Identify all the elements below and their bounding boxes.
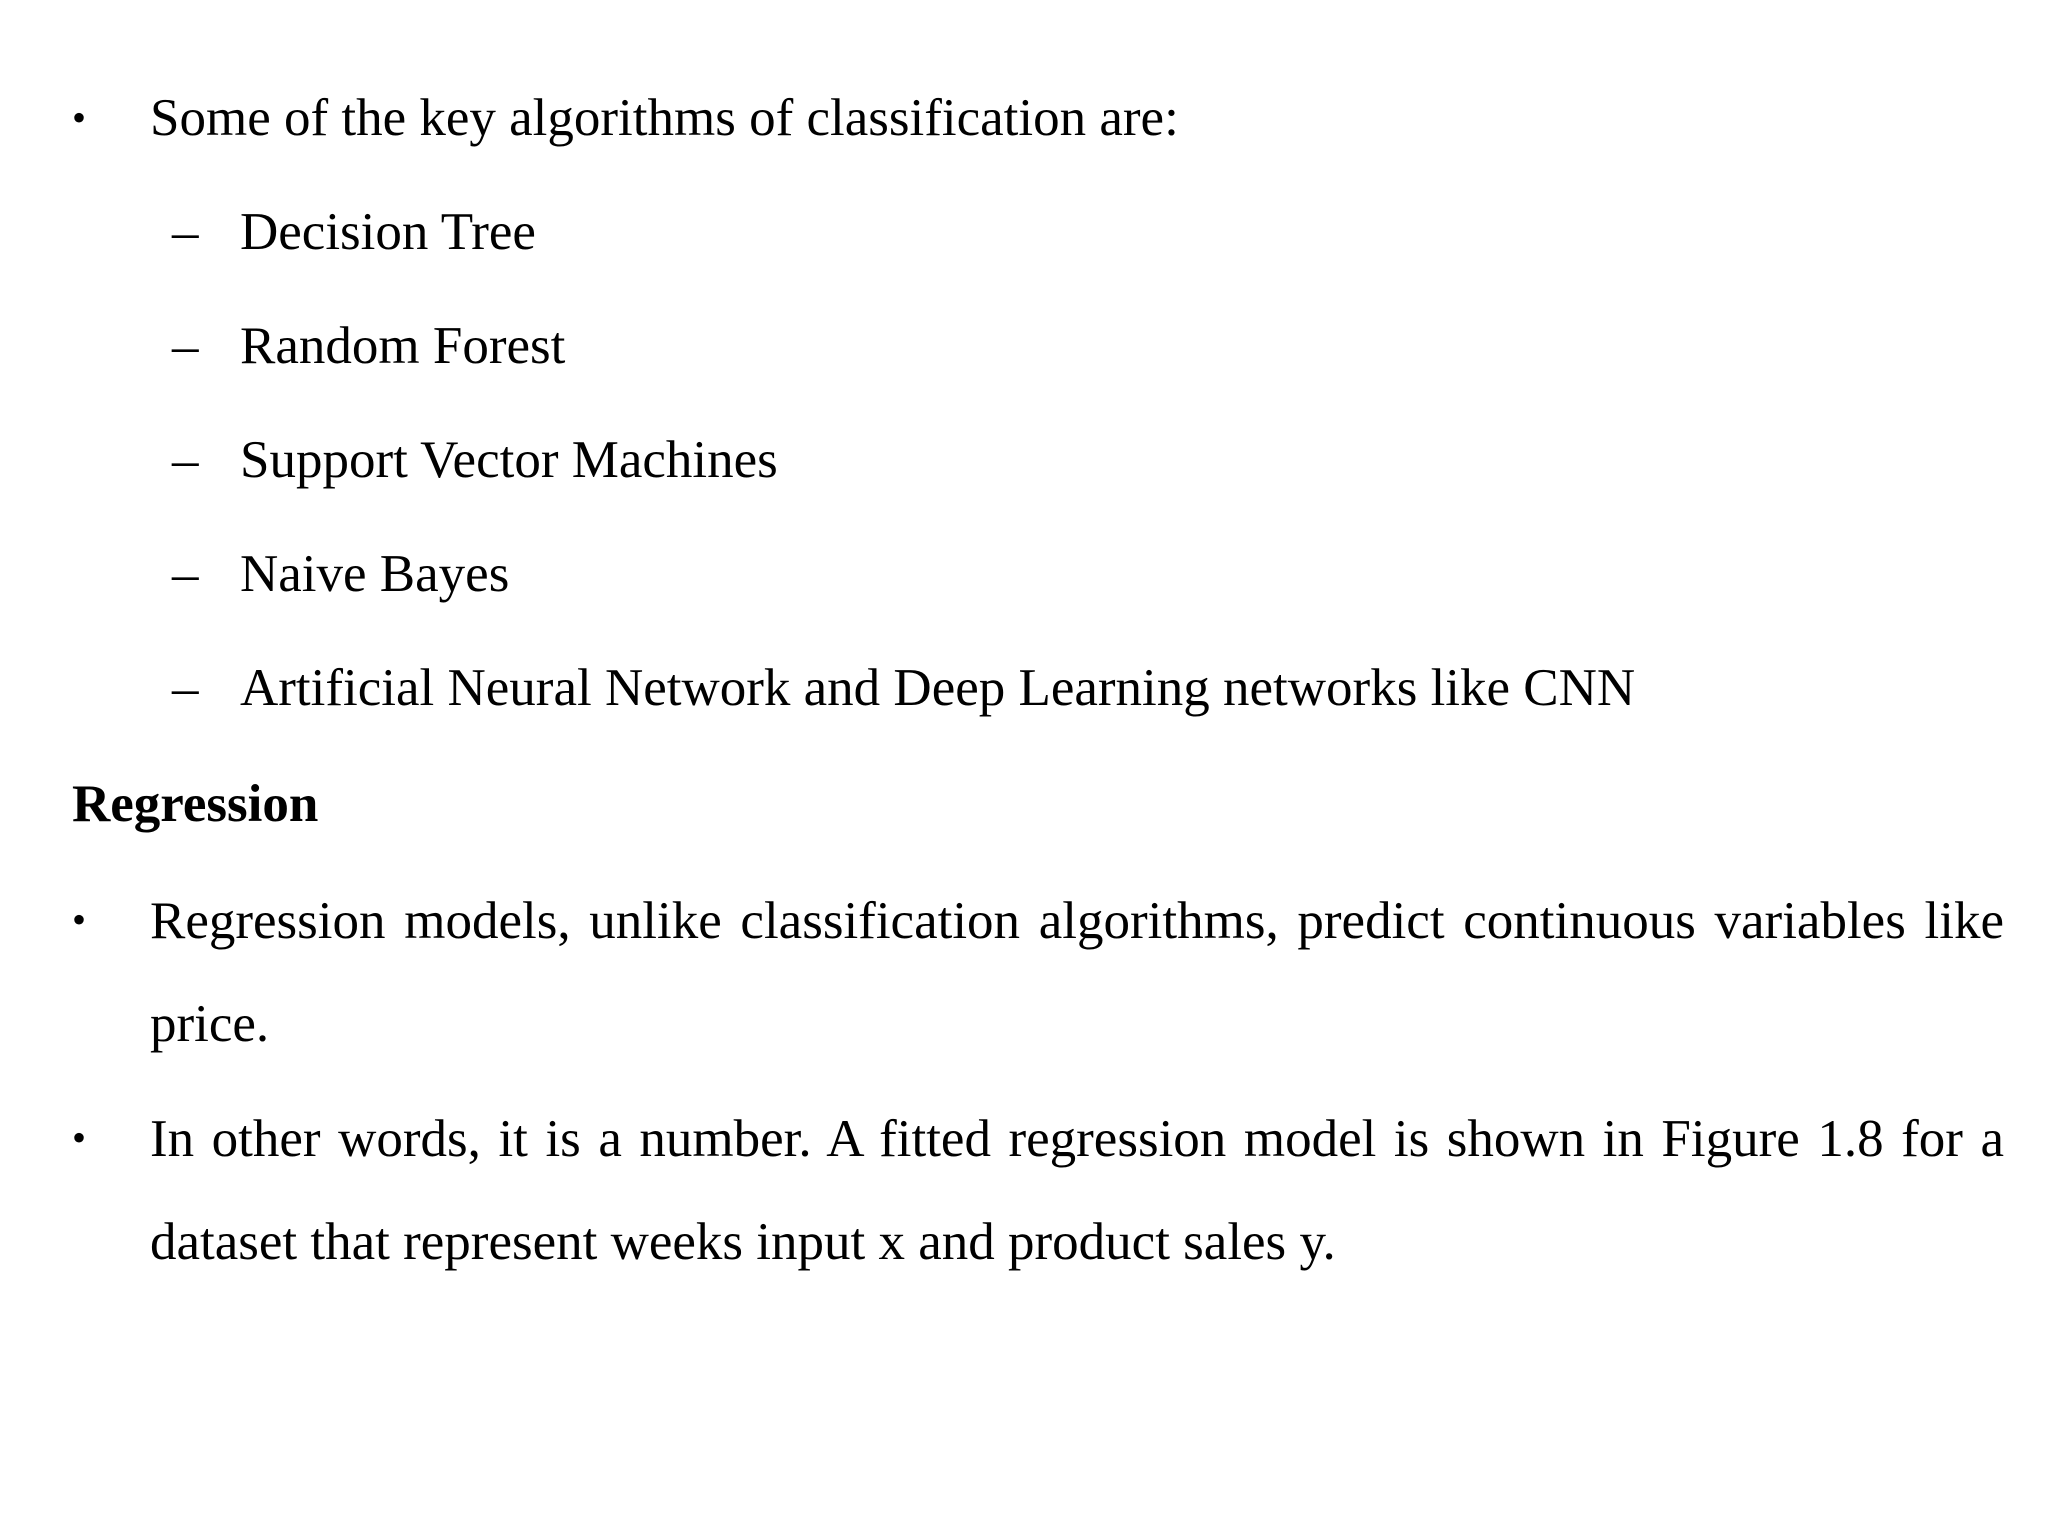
dash-icon: – [172,659,199,717]
algorithm-item-label: Decision Tree [240,203,536,261]
section-heading: Regression [72,775,319,833]
dash-icon: – [172,431,199,489]
dash-icon: – [172,545,199,603]
regression-bullet-text: In other words, it is a number. A fitted regression model is shown in Figure 1.8 for a dataset that represent weeks input x and product sales y. [150,1110,2004,1271]
dash-icon: – [172,317,199,375]
algorithm-item-label: Support Vector Machines [240,431,778,489]
intro-text: Some of the key algorithms of classification are: [150,89,1179,147]
dash-icon: – [172,203,199,261]
bullet-dot-icon: • [72,95,87,140]
algorithm-item-label: Random Forest [240,317,566,375]
algorithm-item-label: Naive Bayes [240,545,510,603]
regression-bullet-text: Regression models, unlike classification algorithms, predict continuous variables like price. [150,892,2004,1053]
algorithm-item-label: Artificial Neural Network and Deep Learning networks like CNN [240,659,1636,717]
bullet-dot-icon: • [72,1115,87,1160]
bullet-dot-icon: • [72,897,87,942]
